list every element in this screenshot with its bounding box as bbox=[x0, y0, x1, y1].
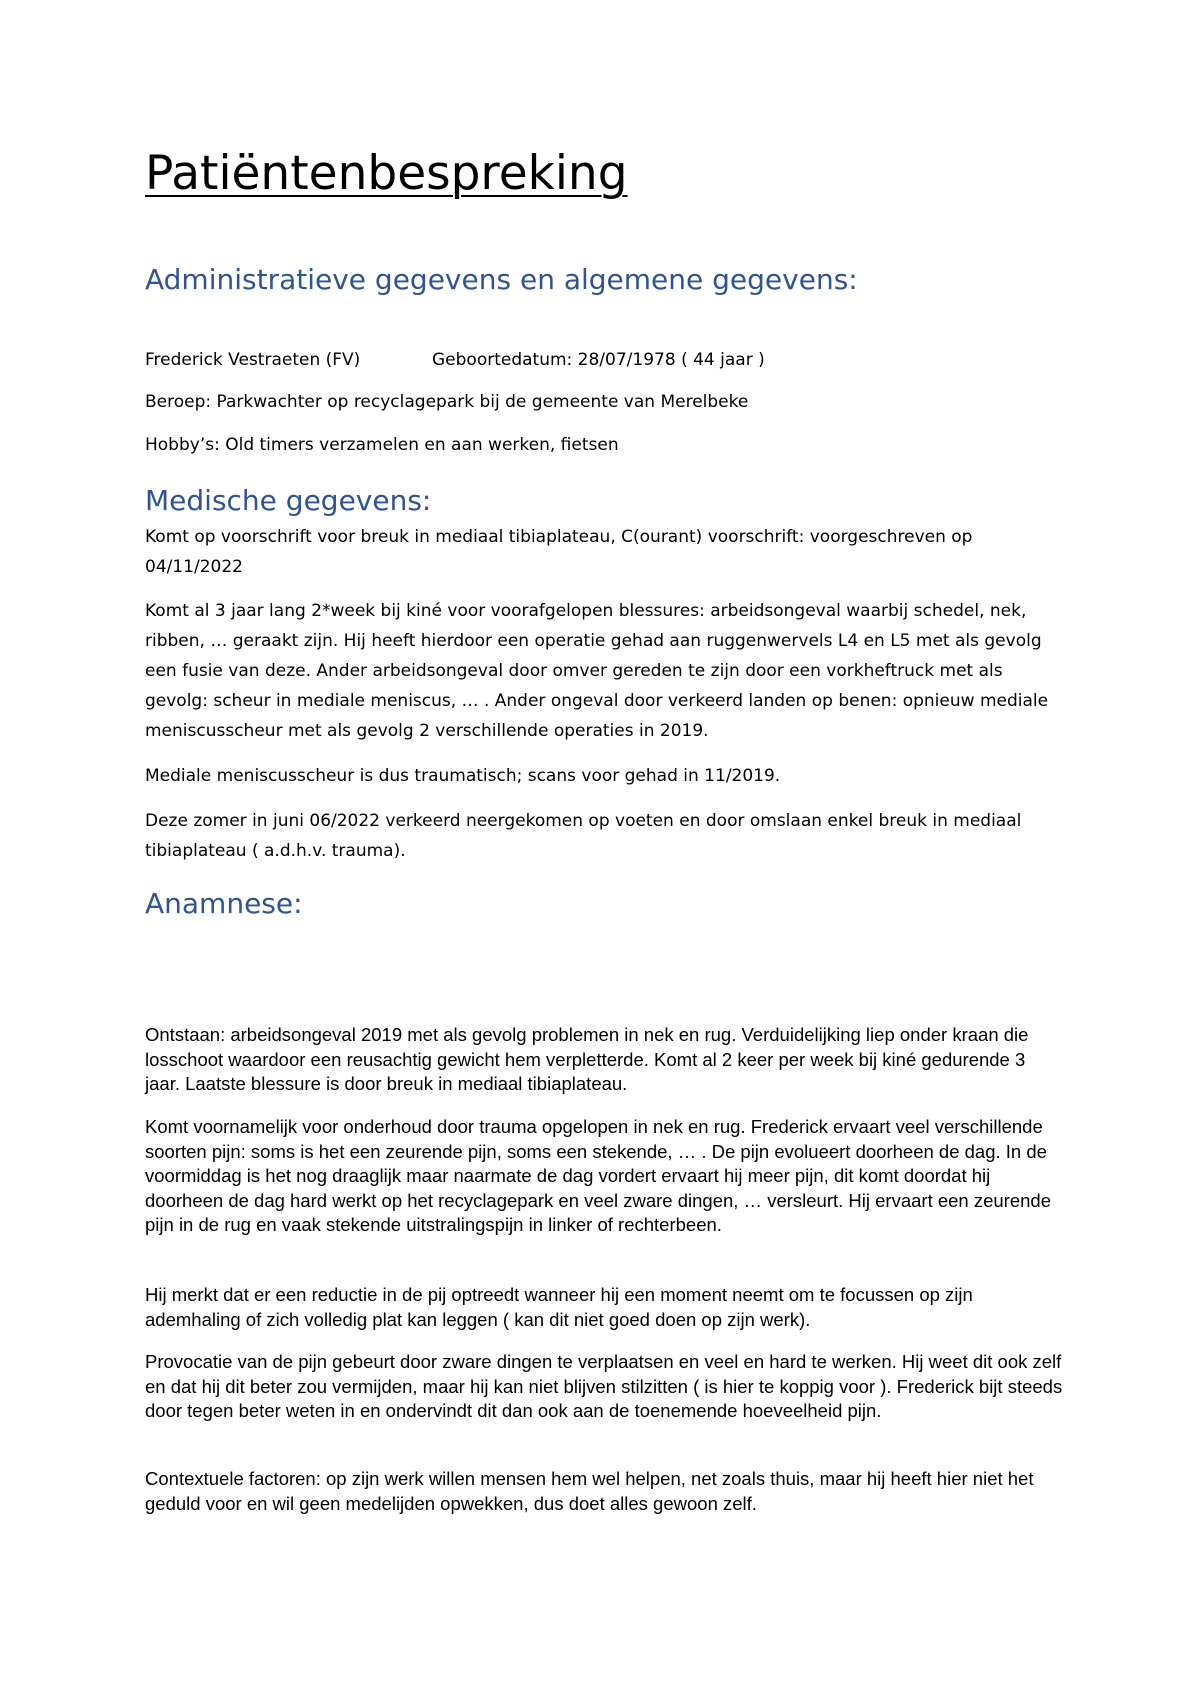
anamnese-paragraph-provocation: Provocatie van de pijn gebeurt door zware dingen te verplaatsen en veel en hard te werken. Hij weet dit ook zelf en dat hij dit beter zou vermijden, maar hij kan niet blijven stilzitten ( is hier te koppig voor ). Frederick bijt steeds door tegen beter weten in en ondervindt dit dan ook aan de toenemende hoeveelheid pijn. bbox=[145, 1351, 1063, 1421]
anamnese-paragraph-onset: Ontstaan: arbeidsongeval 2019 met als gevolg problemen in nek en rug. Verduidelijking liep onder kraan die losschoot waardoor een reusachtig gewicht hem verpletterde. Komt al 2 keer per week bij kiné gedurende 3 jaar. Laatste blessure is door breuk in mediaal tibiaplateau. bbox=[145, 1024, 1029, 1094]
anamnese-paragraph-pain: Komt voornamelijk voor onderhoud door trauma opgelopen in nek en rug. Frederick ervaart veel verschillende soorten pijn: soms is het een zeurende pijn, soms een stekende, … . De pijn evolueert doorheen de dag. In de voormiddag is het nog draaglijk maar naarmate de dag vordert ervaart hij meer pijn, dit komt doordat hij doorheen de dag hard werkt op het recyclagepark en veel zware dingen, … versleurt. Hij ervaart een zeurende pijn in de rug en vaak stekende uitstralingspijn in linker of rechterbeen. bbox=[145, 1116, 1051, 1235]
anamnese-heading: Anamnese: bbox=[145, 887, 303, 920]
birth-date: Geboortedatum: 28/07/1978 ( 44 jaar ) bbox=[432, 350, 765, 370]
admin-heading: Administratieve gegevens en algemene gegevens: bbox=[145, 263, 858, 296]
medical-heading: Medische gegevens: bbox=[145, 484, 432, 517]
hobbies: Hobby’s: Old timers verzamelen en aan werken, fietsen bbox=[145, 435, 619, 455]
document-title: Patiëntenbespreking bbox=[145, 146, 628, 201]
anamnese-paragraph-context: Contextuele factoren: op zijn werk willen mensen hem wel helpen, net zoals thuis, maar hij heeft hier niet het geduld voor en wil geen medelijden opwekken, dus doet alles gewoon zelf. bbox=[145, 1468, 1034, 1514]
medical-paragraph-prescription: Komt op voorschrift voor breuk in mediaal tibiaplateau, C(ourant) voorschrift: voorgeschreven op 04/11/2022 bbox=[145, 527, 973, 577]
medical-paragraph-history: Komt al 3 jaar lang 2*week bij kiné voor voorafgelopen blessures: arbeidsongeval waarbij schedel, nek, ribben, … geraakt zijn. Hij heeft hierdoor een operatie gehad aan ruggenwervels L4 en L5 met als gevolg een fusie van deze. Ander arbeidsongeval door omver gereden te zijn door een vorkheftruck met als gevolg: scheur in mediale meniscus, … . Ander ongeval door verkeerd landen op benen: opnieuw mediale meniscusscheur met als gevolg 2 verschillende operaties in 2019. bbox=[145, 601, 1049, 741]
profession: Beroep: Parkwachter op recyclagepark bij de gemeente van Merelbeke bbox=[145, 392, 749, 412]
anamnese-paragraph-relief: Hij merkt dat er een reductie in de pij optreedt wanneer hij een moment neemt om te focussen op zijn ademhaling of zich volledig plat kan leggen ( kan dit niet goed doen op zijn werk). bbox=[145, 1284, 973, 1330]
patient-name: Frederick Vestraeten (FV) bbox=[145, 350, 361, 370]
medical-paragraph-meniscus: Mediale meniscusscheur is dus traumatisch; scans voor gehad in 11/2019. bbox=[145, 766, 781, 786]
medical-paragraph-fracture: Deze zomer in juni 06/2022 verkeerd neergekomen op voeten en door omslaan enkel breuk in mediaal tibiaplateau ( a.d.h.v. trauma). bbox=[145, 811, 1022, 861]
